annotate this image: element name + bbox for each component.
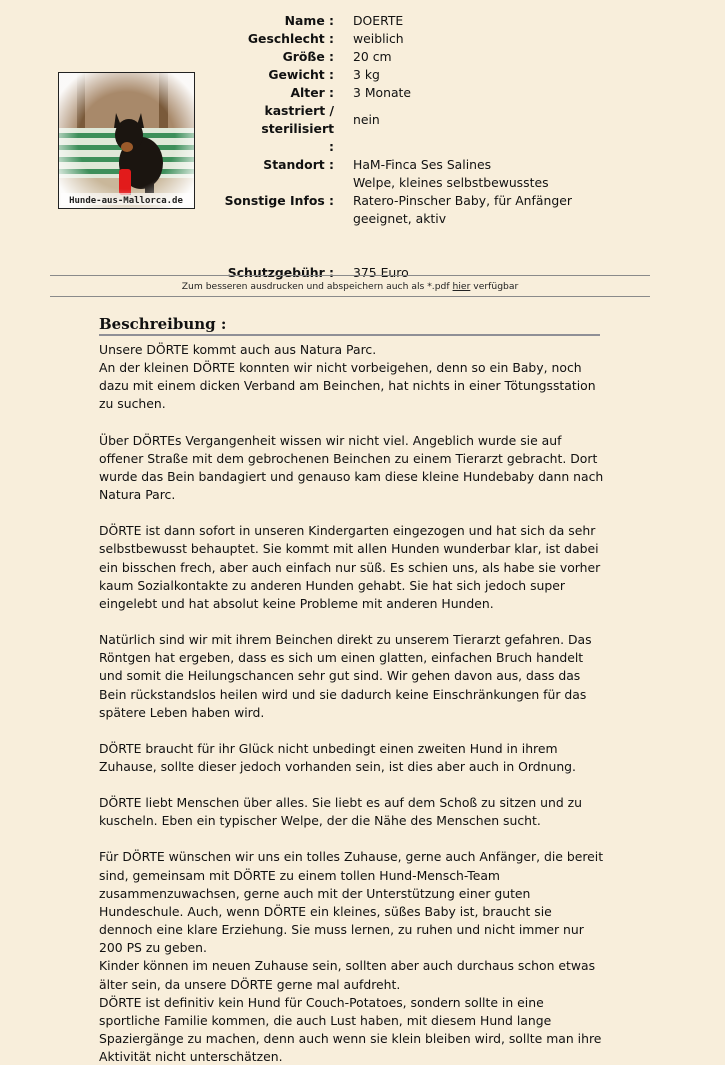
name-label: Name : [284, 13, 334, 28]
info-row-name [200, 12, 600, 30]
neutered-label-line2: : [329, 139, 334, 154]
sex-label: Geschlecht : [247, 31, 334, 46]
description-paragraph-1: Unsere DÖRTE kommt auch aus Natura Parc. An der kleinen DÖRTE konnten wir nicht vorbeigehen, denn so ein Baby, noch dazu mit einem dicken Verband am Beinchen, hat nichts in einer Tötungsstation zu suchen. [99, 342, 596, 412]
other-info-value [353, 192, 600, 228]
dog-info-table [200, 12, 600, 282]
weight-label: Gewicht : [268, 67, 334, 82]
dog-photo[interactable] [58, 72, 195, 209]
location-label: Standort : [263, 157, 334, 172]
other-info-label: Sonstige Infos : [224, 193, 334, 208]
size-label: Größe : [282, 49, 334, 64]
location-value-line: HaM-Finca Ses Salines [353, 157, 492, 172]
pdf-note-before: Zum besseren ausdrucken und abspeichern auch als *.pdf [181, 281, 453, 292]
other-info-line2: Ratero-Pinscher Baby, für Anfänger [353, 193, 572, 208]
neutered-label [200, 102, 353, 156]
description-paragraph-6: DÖRTE liebt Menschen über alles. Sie liebt es auf dem Schoß zu sitzen und zu kuscheln. Eben ein typischer Welpe, der die Nähe des Menschen sucht. [99, 795, 583, 829]
location-value [353, 156, 600, 192]
other-info-line1: Welpe, kleines selbstbewusstes [353, 175, 549, 190]
pdf-download-link[interactable]: hier [452, 281, 471, 292]
neutered-value: nein [353, 112, 380, 127]
description-paragraph-5: DÖRTE braucht für ihr Glück nicht unbedingt einen zweiten Hund in ihrem Zuhause, sollte dieser jedoch vorhanden sein, ist dies aber auch in Ordnung. [99, 740, 576, 774]
name-value: DOERTE [353, 13, 404, 28]
size-value: 20 cm [353, 49, 392, 64]
info-row-weight [200, 66, 600, 84]
divider-top [50, 275, 650, 276]
description-paragraph-2: Über DÖRTEs Vergangenheit wissen wir nicht viel. Angeblich wurde sie auf offener Straße mit dem gebrochenen Beinchen zu einem Tierarzt gebracht. Dort wurde das Bein bandagiert und genauso kam diese kleine Hundebaby dann nach Natura Parc. [99, 432, 604, 503]
description-paragraph-7: Für DÖRTE wünschen wir uns ein tolles Zuhause, gerne auch Anfänger, die bereit sind, gemeinsam mit DÖRTE zu einem tollen Hund-Mensch-Team zusammenzuwachsen, gerne auch mit der Unterstützung einer guten Hundeschule. Auch, wenn DÖRTE ein kleines, süßes Baby ist, braucht sie dennoch eine klare Erziehung. Sie muss lernen, zu ruhen und nicht immer nur 200 PS zu geben. Kinder können im neuen Zuhause sein, sollten aber auch durchaus schon etwas älter sein, da unsere DÖRTE gerne mal aufdreht. DÖRTE ist definitiv kein Hund für Couch-Potatoes, sondern sollte in eine sportliche Familie kommen, die auch Lust haben, mit diesem Hund lange Spaziergänge zu machen, denn auch wenn sie klein bleiben wird, sollte man ihre Aktivität nicht unterschätzen. [99, 849, 604, 1065]
info-row-fee [200, 264, 600, 282]
description-body [99, 341, 604, 1065]
sex-value: weiblich [353, 31, 404, 46]
description-paragraph-3: DÖRTE ist dann sofort in unseren Kindergarten eingezogen und hat sich da sehr selbstbewusst behauptet. Sie kommt mit allen Hunden wunderbar klar, ist dabei ein bisschen frech, aber auch einfach nur süß. Es schien uns, als habe sie vorher kaum Sozialkontakte zu anderen Hunden gehabt. Sie hat sich jedoch super eingelebt und hat absolut keine Probleme mit anderen Hunden. [99, 523, 601, 611]
info-row-age [200, 84, 600, 102]
divider-bottom [50, 296, 650, 297]
photo-watermark: Hunde-aus-Mallorca.de [69, 196, 183, 206]
description-paragraph-4: Natürlich sind wir mit ihrem Beinchen direkt zu unserem Tierarzt gefahren. Das Röntgen hat ergeben, dass es sich um einen glatten, einfachen Bruch handelt und somit die Heilungschancen sehr gut sind. Wir gehen davon aus, dass das Bein rückstandslos heilen wird und sie dadurch keine Einschränkungen für das spätere Leben haben wird. [99, 632, 592, 720]
fee-label: Schutzgebühr : [227, 265, 334, 280]
age-value: 3 Monate [353, 85, 412, 100]
age-label: Alter : [290, 85, 334, 100]
info-row-neutered [200, 102, 600, 156]
info-row-sex [200, 30, 600, 48]
info-row-size [200, 48, 600, 66]
other-info-line3: geeignet, aktiv [353, 211, 447, 226]
info-row-location [200, 156, 600, 192]
info-row-other [200, 192, 600, 228]
fee-value: 375 Euro [353, 265, 409, 280]
pdf-note-after: verfügbar [470, 281, 519, 292]
dog-photo-image [59, 73, 194, 208]
weight-value: 3 kg [353, 67, 380, 82]
pdf-note [50, 281, 650, 292]
neutered-label-line1: kastriert / sterilisiert [261, 103, 334, 136]
description-heading: Beschreibung : [99, 315, 600, 336]
